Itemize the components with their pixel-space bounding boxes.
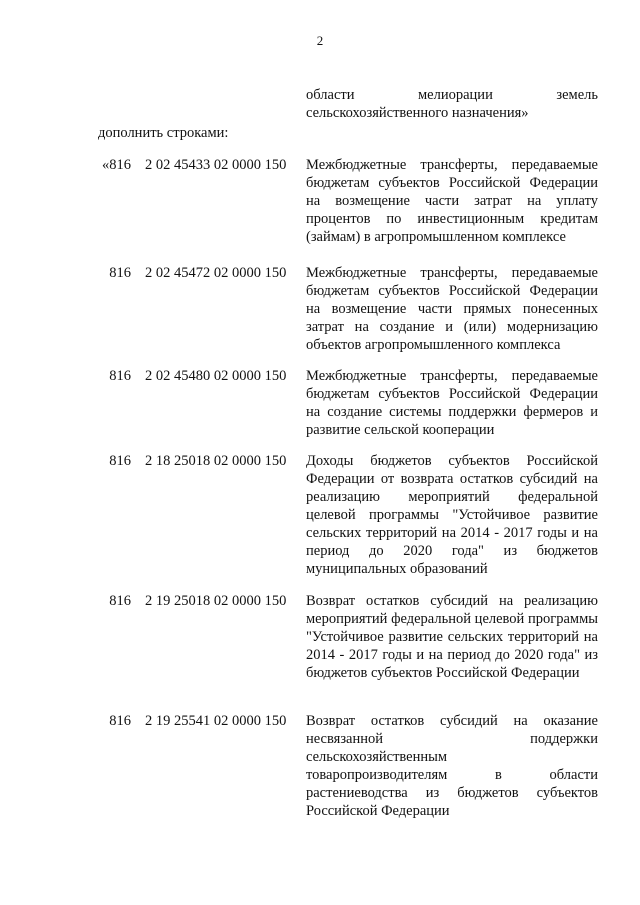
intro-line: сельскохозяйственного назначения»	[306, 105, 529, 121]
description-line: Возврат остатков субсидий на оказание	[306, 713, 598, 729]
page-number: 2	[316, 33, 324, 48]
description-line: растениеводства из бюджетов субъектов	[306, 785, 598, 801]
description-line: сельскохозяйственным	[306, 749, 448, 765]
budget-classification-code: 2 19 25541 02 0000 150	[145, 713, 287, 729]
intro-line: области мелиорации земель	[306, 87, 598, 103]
row-description: Доходы бюджетов субъектов Российской Федерации от возврата остатков субсидий на реализацию мероприятий федеральной целевой программы "Устойчивое развитие сельских территорий на 2014 - 2017 годы и на период до 2020 года" из бюджетов муниципальных образований	[306, 453, 598, 577]
description-line: несвязанной поддержки	[306, 731, 598, 747]
admin-code: «816	[102, 157, 131, 173]
instruction-text: дополнить строками:	[98, 125, 229, 141]
budget-classification-code: 2 19 25018 02 0000 150	[145, 593, 287, 609]
description-line: товаропроизводителям в области	[306, 767, 598, 783]
row-description	[306, 712, 598, 820]
admin-code: 816	[109, 265, 131, 281]
row-description: Межбюджетные трансферты, передаваемые бюджетам субъектов Российской Федерации на возмещение части прямых понесенных затрат на создание и (или) модернизацию объектов агропромышленного комплекса	[306, 265, 598, 353]
intro-text	[306, 86, 598, 122]
budget-classification-code: 2 02 45472 02 0000 150	[145, 265, 287, 281]
budget-classification-code: 2 18 25018 02 0000 150	[145, 453, 287, 469]
budget-classification-code: 2 02 45480 02 0000 150	[145, 368, 287, 384]
row-description: Межбюджетные трансферты, передаваемые бюджетам субъектов Российской Федерации на создание системы поддержки фермеров и развитие сельской кооперации	[306, 368, 598, 438]
admin-code: 816	[109, 593, 131, 609]
admin-code: 816	[109, 368, 131, 384]
admin-code: 816	[109, 713, 131, 729]
description-line: Российской Федерации	[306, 803, 450, 819]
admin-code: 816	[109, 453, 131, 469]
row-description: Межбюджетные трансферты, передаваемые бюджетам субъектов Российской Федерации на возмещение части затрат на уплату процентов по инвестиционным кредитам (займам) в агропромышленном комплексе	[306, 157, 598, 245]
budget-classification-code: 2 02 45433 02 0000 150	[145, 157, 287, 173]
row-description: Возврат остатков субсидий на реализацию мероприятий федеральной целевой программы "Устойчивое развитие сельских территорий на 2014 - 2017 годы и на период до 2020 года" из бюджетов субъектов Российской Федерации	[306, 593, 598, 681]
